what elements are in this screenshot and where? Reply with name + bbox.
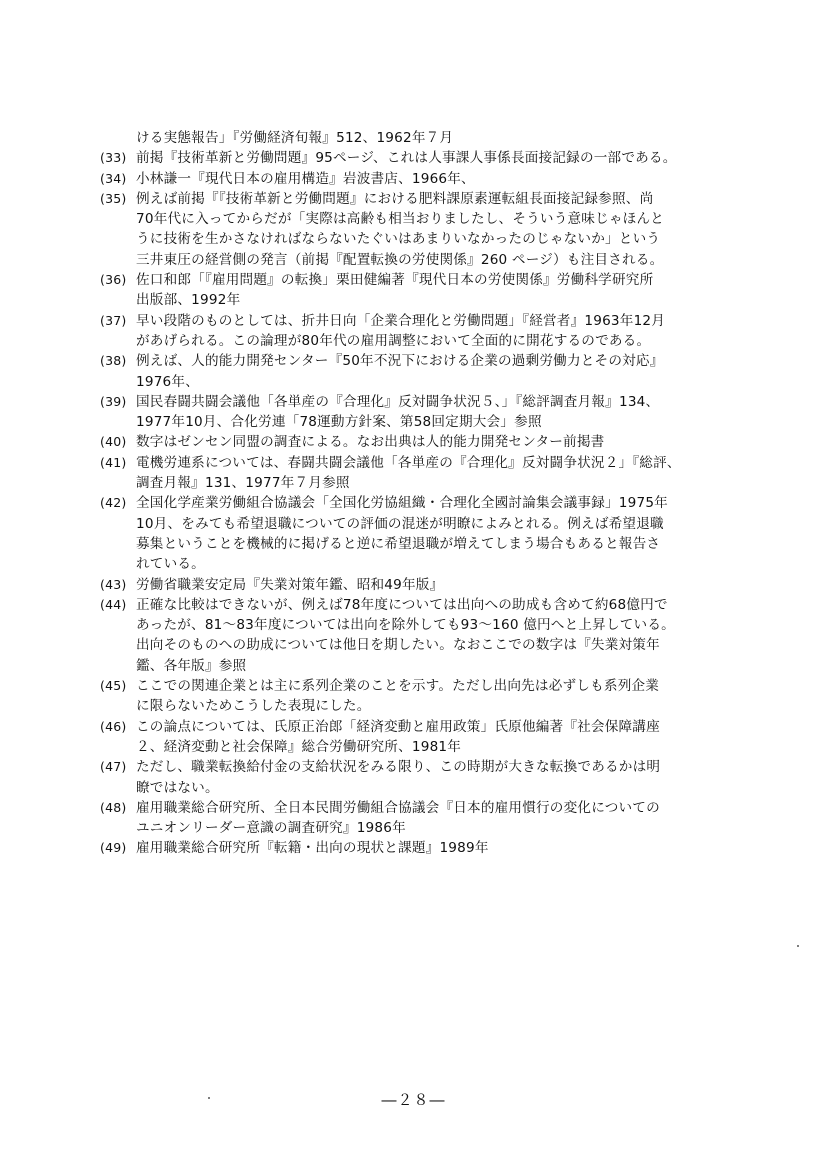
footnote-line: 数字はゼンセン同盟の調査による。なお出典は人的能力開発センター前掲書 [136, 434, 605, 451]
footnote-line: があげられる。この論理が80年代の雇用調整において全面的に開花するのである。 [136, 332, 651, 349]
footnote-number: (42) [100, 495, 127, 511]
footnote [100, 189, 772, 270]
footnote-line: 1977年10月、合化労連「78運動方針案、第58回定期大会」参照 [136, 414, 542, 431]
footnote [100, 757, 772, 798]
footnote-number: (34) [100, 170, 127, 186]
footnote-line: 佐口和郎「『雇用問題』の転換」栗田健編著『現代日本の労使関係』労働科学研究所 [136, 272, 654, 289]
footnote-number: (40) [100, 434, 127, 450]
footnote-line: ける実態報告」『労働経済旬報』512、1962年７月 [136, 130, 454, 146]
footnote-number: (49) [100, 840, 127, 856]
footnote-number: (35) [100, 190, 127, 206]
footnote-line: この論点については、氏原正治郎「経済変動と雇用政策」氏原他編著『社会保障講座 [136, 718, 660, 735]
footnote-number: (33) [100, 150, 127, 166]
footnote [100, 148, 772, 168]
footnote-line: 調査月報』131、1977年７月参照 [136, 475, 350, 492]
footnote-text [136, 493, 772, 574]
footnote [100, 798, 772, 839]
footnote-line: 三井東圧の経営側の発言（前掲『配置転換の労使関係』260 ページ）も注目される。 [136, 251, 664, 268]
footnote-line: 前掲『技術革新と労働問題』95ページ、これは人事課人事係長面接記録の一部である。 [136, 150, 677, 167]
footnote-text [136, 838, 772, 858]
page-number: ―２８― [381, 1091, 446, 1109]
footnote [100, 351, 772, 392]
footnote [100, 838, 772, 858]
footnote-number: (38) [100, 353, 127, 369]
footnote-number: (43) [100, 576, 127, 592]
footnote-line: ただし、職業転換給付金の支給状況をみる限り、この時期が大きな転換であるかは明 [136, 759, 661, 776]
footnote-line: 10月、をみても希望退職についての評価の混迷が明瞭によみとれる。例えば希望退職 [136, 515, 664, 532]
footnote-line: に限らないためこうした表現にした。 [136, 698, 371, 715]
footnote [100, 128, 772, 148]
footnote-number: (48) [100, 799, 127, 815]
footnote-line: ここでの関連企業とは主に系列企業のことを示す。ただし出向先は必ずしも系列企業 [136, 678, 660, 695]
footnote-text [136, 392, 772, 433]
footnote-line: 雇用職業総合研究所『転籍・出向の現状と課題』1989年 [136, 840, 489, 857]
footnote [100, 676, 772, 717]
footnote-number: (39) [100, 393, 127, 409]
footnote-number: (41) [100, 454, 127, 470]
footnote-line: 例えば、人的能力開発センター『50年不況下における企業の過剰労働力とその対応』 [136, 353, 664, 370]
footnote [100, 169, 772, 189]
footnote-number: (45) [100, 678, 127, 694]
footnote-text [136, 189, 772, 270]
footnote-line: 募集ということを機械的に掲げると逆に希望退職が増えてしまう場合もあると報告さ [136, 535, 661, 552]
footnote-line: 70年代に入ってからだが「実際は高齢も相当おりましたし、そういう意味じゃほんと [136, 211, 665, 228]
footnote [100, 311, 772, 352]
footnote-text [136, 798, 772, 839]
footnote [100, 453, 772, 494]
footnote-line: れている。 [136, 556, 205, 573]
footnote-line: 正確な比較はできないが、例えば78年度については出向への助成も含めて約68億円で [136, 596, 668, 613]
footnote-line: あったが、81～83年度については出向を除外しても93～160 億円へと上昇している。 [136, 617, 675, 634]
footnote-line: 労働省職業安定局『失業対策年鑑、昭和49年版』 [136, 576, 444, 593]
footnote-text [136, 717, 772, 758]
footnote-number: (37) [100, 312, 127, 328]
footnote [100, 493, 772, 574]
footnote-line: 国民春闘共闘会議他「各単産の『合理化』反対闘争状況５、」『総評調査月報』134、 [136, 393, 660, 410]
footnote-text [136, 169, 772, 189]
footnote [100, 270, 772, 311]
footnote [100, 717, 772, 758]
footnote [100, 392, 772, 433]
footnote-number: (46) [100, 718, 127, 734]
footnote-line: 瞭ではない。 [136, 779, 219, 796]
footnote-line: 早い段階のものとしては、折井日向「企業合理化と労働問題」『経営者』1963年12月 [136, 312, 666, 329]
footnote-line: 雇用職業総合研究所、全日本民間労働組合協議会『日本的雇用慣行の変化についての [136, 799, 660, 816]
footnote-line: 鑑、各年版』参照 [136, 657, 247, 674]
footnote-text [136, 676, 772, 717]
footnote-line: 小林謙一『現代日本の雇用構造』岩波書店、1966年、 [136, 170, 475, 187]
footnote-line: 出向そのものへの助成については他日を期したい。なおここでの数字は『失業対策年 [136, 637, 660, 654]
footnote-text [136, 270, 772, 311]
footnote-line: 1976年、 [136, 373, 199, 390]
footnote-number: (44) [100, 596, 127, 612]
footnote-text [136, 453, 772, 494]
footnote-text [136, 575, 772, 595]
footnote-text [136, 351, 772, 392]
footnote-number: (36) [100, 272, 127, 288]
footnote-text [136, 432, 772, 452]
footnotes-list [100, 128, 772, 859]
footnote-line: ユニオンリーダー意識の調査研究』1986年 [136, 820, 406, 837]
footnote [100, 575, 772, 595]
footnote [100, 595, 772, 676]
footnote [100, 432, 772, 452]
footnote-text [136, 757, 772, 798]
footnote-line: ２、経済変動と社会保障』総合労働研究所、1981年 [136, 738, 462, 755]
footnote-number: (47) [100, 759, 127, 775]
footnote-text [136, 595, 772, 676]
footnote-line: 出版部、1992年 [136, 292, 241, 309]
footnote-line: 例えば前掲『『技術革新と労働問題』における肥料課原素運転組長面接記録参照、尚 [136, 190, 654, 207]
footnote-text [136, 148, 772, 168]
footnote-line: 電機労連系については、春闘共闘会議他「各単産の『合理化』反対闘争状況２」『総評、 [136, 454, 681, 471]
footnote-line: 全国化学産業労働組合協議会「全国化労協組織・合理化全國討論集会議事録」1975年 [136, 495, 668, 512]
scan-speck [797, 945, 799, 947]
footnote-line: うに技術を生かさなければならないたぐいはあまりいなかったのじゃないか」という [136, 231, 661, 248]
footnote-text [136, 311, 772, 352]
footnote-text [136, 128, 772, 148]
scan-speck [208, 1097, 210, 1099]
